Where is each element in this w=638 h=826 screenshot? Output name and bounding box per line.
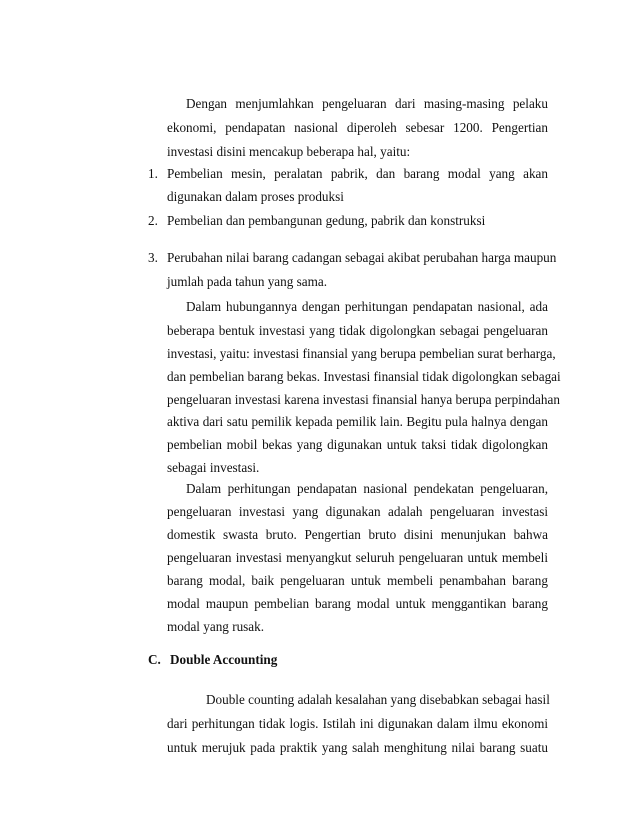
paragraph-line: pembelian mobil bekas yang digunakan untuk taksi tidak digolongkan [167, 437, 548, 452]
list-item-line: Pembelian mesin, peralatan pabrik, dan barang modal yang akan [167, 166, 548, 181]
paragraph-line: modal yang rusak. [167, 619, 265, 634]
paragraph-line: modal maupun pembelian barang modal untuk menggantikan barang [167, 596, 548, 611]
section-title: Double Accounting [170, 652, 278, 667]
paragraph-line: untuk merujuk pada praktik yang salah menghitung nilai barang suatu [167, 740, 548, 755]
paragraph-line: pengeluaran investasi karena investasi finansial hanya berupa perpindahan [167, 392, 560, 407]
list-item-line: Perubahan nilai barang cadangan sebagai akibat perubahan harga maupun [167, 250, 557, 265]
list-item-line: jumlah pada tahun yang sama. [167, 274, 328, 289]
paragraph-line: aktiva dari satu pemilik kepada pemilik lain. Begitu pula halnya dengan [167, 414, 548, 429]
paragraph-line: ekonomi, pendapatan nasional diperoleh sebesar 1200. Pengertian [167, 120, 548, 135]
paragraph-line: Double counting adalah kesalahan yang disebabkan sebagai hasil [206, 692, 550, 707]
paragraph-line: Dalam perhitungan pendapatan nasional pendekatan pengeluaran, [186, 481, 548, 496]
list-number: 2. [148, 213, 158, 228]
paragraph-line: pengeluaran investasi yang digunakan adalah pengeluaran investasi [167, 504, 548, 519]
paragraph-line: sebagai investasi. [167, 460, 260, 475]
paragraph-line: investasi, yaitu: investasi finansial yang berupa pembelian surat berharga, [167, 346, 556, 361]
paragraph-line: dari perhitungan tidak logis. Istilah ini digunakan dalam ilmu ekonomi [167, 716, 548, 731]
paragraph-line: investasi disini mencakup beberapa hal, yaitu: [167, 144, 411, 159]
paragraph-line: barang modal, baik pengeluaran untuk membeli penambahan barang [167, 573, 548, 588]
list-number: 1. [148, 166, 158, 181]
list-item-line: Pembelian dan pembangunan gedung, pabrik dan konstruksi [167, 213, 486, 228]
list-item-line: digunakan dalam proses produksi [167, 189, 344, 204]
paragraph-line: pengeluaran investasi menyangkut seluruh pengeluaran untuk membeli [167, 550, 548, 565]
paragraph-line: dan pembelian barang bekas. Investasi finansial tidak digolongkan sebagai [167, 369, 561, 384]
paragraph-line: beberapa bentuk investasi yang tidak digolongkan sebagai pengeluaran [167, 323, 548, 338]
section-label: C. [148, 652, 161, 667]
paragraph-line: domestik swasta bruto. Pengertian bruto disini menunjukan bahwa [167, 527, 548, 542]
paragraph-line: Dengan menjumlahkan pengeluaran dari masing-masing pelaku [186, 96, 548, 111]
paragraph-line: Dalam hubungannya dengan perhitungan pendapatan nasional, ada [186, 299, 548, 314]
list-number: 3. [148, 250, 158, 265]
